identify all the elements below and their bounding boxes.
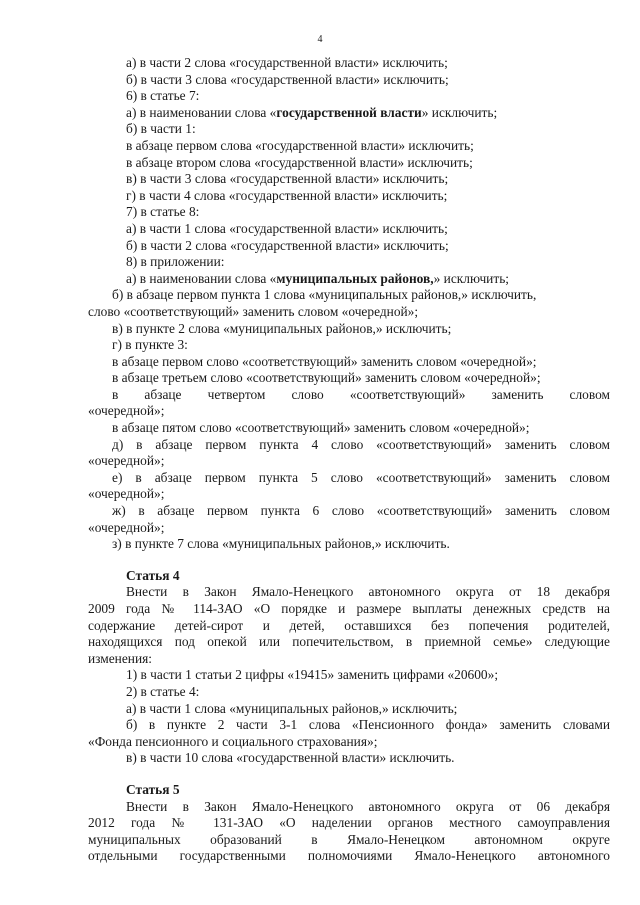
article-5-heading: Статья 5 — [126, 781, 180, 797]
text-line: изменения: — [88, 650, 153, 666]
text-line: в) в части 10 слова «государственной власти» исключить. — [126, 750, 455, 766]
text-line: 1) в части 1 статьи 2 цифры «19415» заменить цифрами «20600»; — [126, 667, 499, 683]
document-body — [88, 55, 610, 865]
text-line: в абзаце пятом слово «соответствующий» заменить словом «очередной»; — [112, 420, 530, 436]
text-line: г) в пункте 3: — [112, 337, 188, 353]
text-line: «очередной»; — [88, 519, 165, 535]
text-line: а) в наименовании слова «государственной власти» исключить; — [126, 104, 498, 120]
text-line: а) в части 1 слова «государственной власти» исключить; — [126, 220, 448, 236]
text-line: муниципальных образований в Ямало-Ненецком автономном округе — [88, 831, 610, 847]
text-line: б) в абзаце первом пункта 1 слова «муниципальных районов,» исключить, — [112, 287, 537, 303]
text-line: б) в части 2 слова «государственной власти» исключить; — [126, 237, 449, 253]
article-4-heading: Статья 4 — [126, 567, 180, 583]
text-fragment: а) в наименовании слова — [126, 104, 270, 120]
text-line: 6) в статье 7: — [126, 88, 200, 104]
text-line: в) в пункте 2 слова «муниципальных районов,» исключить; — [112, 320, 452, 336]
text-line: содержание детей-сирот и детей, оставшихся без попечения родителей, — [88, 617, 610, 633]
text-line: в абзаце третьем слово «соответствующий» заменить словом «очередной»; — [112, 370, 541, 386]
text-line: в абзаце первом слова «государственной власти» исключить; — [126, 137, 474, 153]
bold-fragment: государственной власти — [276, 104, 422, 120]
text-line: Внести в Закон Ямало-Ненецкого автономного округа от 06 декабря — [126, 798, 610, 814]
text-line: в абзаце четвертом слово «соответствующий» заменить словом — [112, 386, 610, 402]
text-fragment: » исключить; — [433, 270, 510, 286]
text-line: в) в части 3 слова «государственной власти» исключить; — [126, 171, 449, 187]
text-fragment: а) в наименовании слова — [126, 270, 270, 286]
text-line: б) в части 3 слова «государственной власти» исключить; — [126, 71, 449, 87]
text-line: «очередной»; — [88, 453, 165, 469]
text-line: а) в части 2 слова «государственной власти» исключить; — [126, 55, 448, 70]
text-line: 7) в статье 8: — [126, 204, 200, 220]
text-line: 2009 года № 114-ЗАО «О порядке и размере выплаты денежных средств на — [88, 601, 610, 616]
text-line: «Фонда пенсионного и социального страхования»; — [88, 733, 378, 749]
text-line: е) в абзаце первом пункта 5 слово «соответствующий» заменить словом — [112, 469, 610, 485]
text-line: отдельными государственными полномочиями Ямало-Ненецкого автономного — [88, 848, 610, 864]
text-line: г) в части 4 слова «государственной власти» исключить; — [126, 187, 448, 203]
text-line: д) в абзаце первом пункта 4 слово «соответствующий» заменить словом — [112, 436, 610, 452]
text-line: б) в части 1: — [126, 121, 196, 137]
text-line: «очередной»; — [88, 403, 165, 419]
text-line: 2012 года № 131-ЗАО «О наделении органов местного самоуправления — [88, 815, 610, 831]
text-line: б) в пункте 2 части 3-1 слова «Пенсионного фонда» заменить словами — [126, 717, 610, 733]
text-line: а) в части 1 слова «муниципальных районов,» исключить; — [126, 700, 458, 716]
text-line: Внести в Закон Ямало-Ненецкого автономного округа от 18 декабря — [126, 584, 610, 600]
text-line: 8) в приложении: — [126, 254, 225, 270]
text-line: з) в пункте 7 слова «муниципальных районов,» исключить. — [112, 536, 450, 552]
text-line: а) в наименовании слова «муниципальных районов,» исключить; — [126, 270, 510, 286]
page-number: 4 — [317, 34, 323, 45]
text-line: слово «соответствующий» заменить словом «очередной»; — [88, 303, 419, 319]
text-line: находящихся под опекой или попечительством, в приемной семье» следующие — [88, 634, 610, 650]
text-line: ж) в абзаце первом пункта 6 слово «соответствующий» заменить словом — [112, 503, 610, 519]
bold-fragment: муниципальных районов, — [276, 270, 434, 286]
text-line: в абзаце первом слово «соответствующий» заменить словом «очередной»; — [112, 353, 537, 369]
text-line: «очередной»; — [88, 486, 165, 502]
text-line: в абзаце втором слова «государственной власти» исключить; — [126, 154, 473, 170]
text-fragment: » исключить; — [421, 104, 498, 120]
text-line: 2) в статье 4: — [126, 683, 200, 699]
